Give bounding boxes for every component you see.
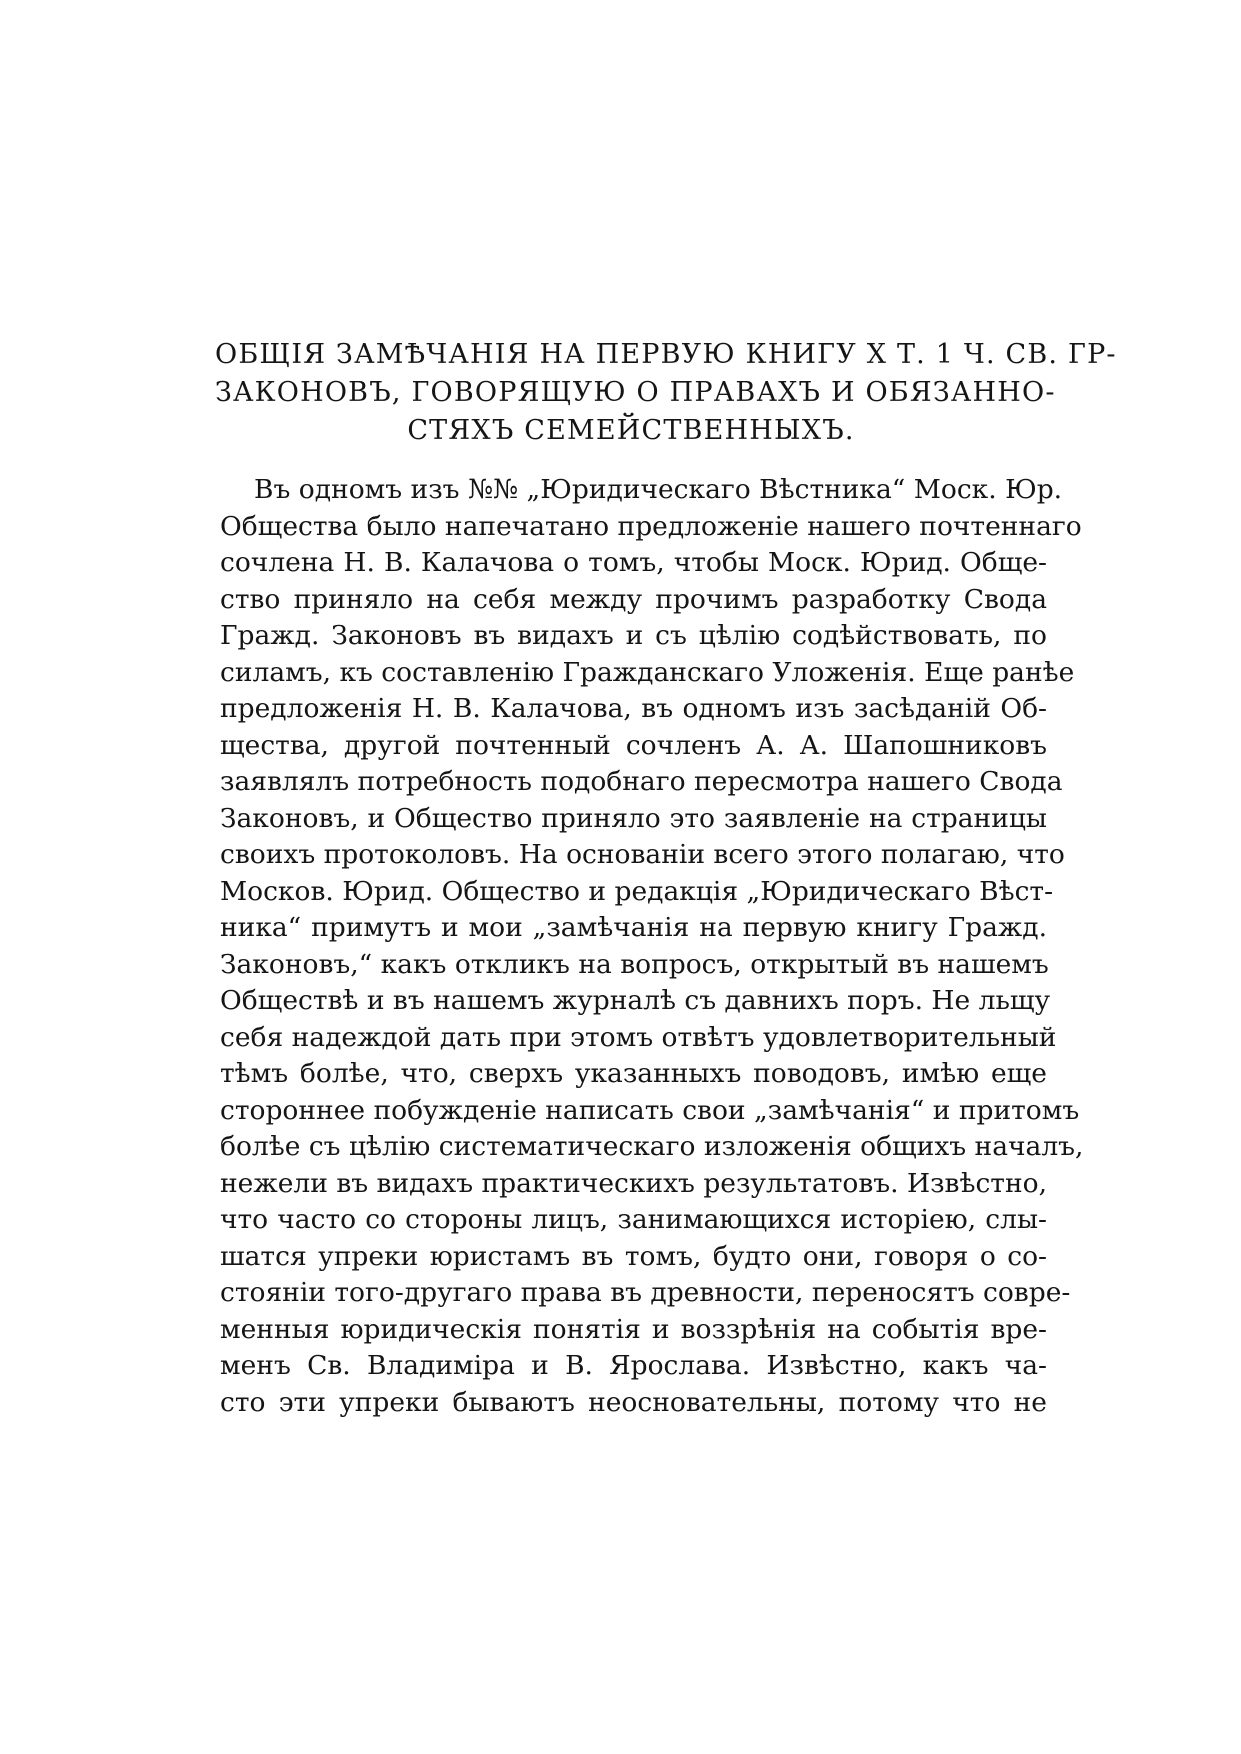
article-title xyxy=(215,336,1117,450)
body-line: менныя юридическія понятія и воззрѣнія на событія вре- xyxy=(220,1313,1047,1345)
body-line: Законовъ, и Общество приняло это заявленіе на страницы xyxy=(220,802,1047,834)
body-line: силамъ, къ составленію Гражданскаго Уложенія. Еще ранѣе xyxy=(220,656,1075,688)
body-line: стороннее побужденіе написать свои „замѣчанія“ и притомъ xyxy=(220,1094,1080,1126)
body-line: предложенія Н. В. Калачова, въ одномъ изъ засѣданій Об- xyxy=(220,693,1047,724)
body-line: нежели въ видахъ практическихъ результатовъ. Извѣстно, xyxy=(220,1167,1047,1199)
body-line: сочлена Н. В. Калачова о томъ, чтобы Моск. Юрид. Обще- xyxy=(220,547,1047,578)
body-line: заявлялъ потребность подобнаго пересмотра нашего Свода xyxy=(220,766,1063,797)
body-line: своихъ протоколовъ. На основаніи всего этого полагаю, что xyxy=(220,839,1065,870)
body-line: сто эти упреки бываютъ неосновательны, потому что не xyxy=(220,1386,1047,1418)
body-line: щества, другой почтенный сочленъ А. А. Шапошниковъ xyxy=(220,729,1047,761)
body-line: Москов. Юрид. Общество и редакція „Юридическаго Вѣст- xyxy=(220,875,1054,907)
body-line: Въ одномъ изъ №№ „Юридическаго Вѣстника“ Моск. Юр. xyxy=(254,474,1063,505)
body-line: шатся упреки юристамъ въ томъ, будто они, говоря о со- xyxy=(220,1240,1047,1272)
body-text xyxy=(220,472,1084,1421)
body-line: болѣе съ цѣлію систематическаго изложенія общихъ началъ, xyxy=(220,1131,1084,1162)
body-line: Гражд. Законовъ въ видахъ и съ цѣлію содѣйствовать, по xyxy=(220,620,1047,651)
title-line: СТЯХЪ СЕМЕЙСТВЕННЫХЪ. xyxy=(407,415,855,446)
body-line: тѣмъ болѣе, что, сверхъ указанныхъ поводовъ, имѣю еще xyxy=(220,1058,1047,1089)
body-line: менъ Св. Владиміра и В. Ярослава. Извѣстно, какъ ча- xyxy=(220,1350,1047,1381)
body-line: себя надеждой дать при этомъ отвѣтъ удовлетворительный xyxy=(220,1021,1057,1053)
body-line: Обществѣ и въ нашемъ журналѣ съ давнихъ поръ. Не льщу xyxy=(220,985,1051,1016)
body-line: Общества было напечатано предложеніе нашего почтеннаго xyxy=(220,510,1082,542)
title-line: ЗАКОНОВЪ, ГОВОРЯЩУЮ О ПРАВАХЪ И ОБЯЗАННО- xyxy=(215,377,1056,408)
body-line: стояніи того-другаго права въ древности, переносятъ совре- xyxy=(220,1277,1071,1308)
title-line: ОБЩІЯ ЗАМѢЧАНІЯ НА ПЕРВУЮ КНИГУ Х Т. 1 Ч. СВ. ГР- xyxy=(215,339,1117,370)
body-line: Законовъ,“ какъ откликъ на вопросъ, открытый въ нашемъ xyxy=(220,948,1049,980)
body-line: что часто со стороны лицъ, занимающихся исторіею, слы- xyxy=(220,1204,1047,1235)
body-line: ника“ примутъ и мои „замѣчанія на первую книгу Гражд. xyxy=(220,912,1047,943)
body-line: ство приняло на себя между прочимъ разработку Свода xyxy=(220,583,1047,615)
